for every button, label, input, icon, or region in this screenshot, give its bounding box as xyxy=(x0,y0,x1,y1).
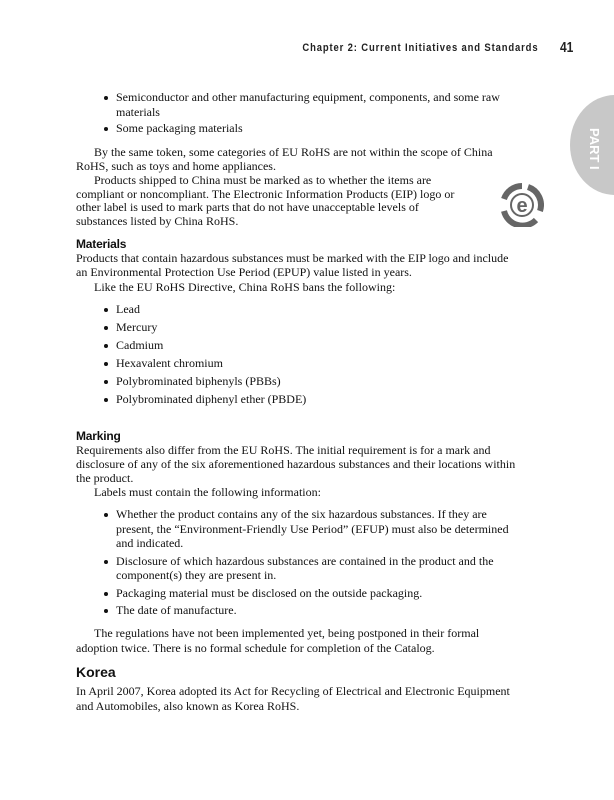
bullet-icon xyxy=(104,308,108,312)
page-number: 41 xyxy=(560,39,574,56)
bullet-icon xyxy=(104,344,108,348)
paragraph-line: Products that contain hazardous substances must be marked with the EIP logo and include xyxy=(76,251,509,265)
bullet-text: Polybrominated biphenyls (PBBs) xyxy=(116,374,281,388)
paragraph-line: substances listed by China RoHS. xyxy=(76,214,239,228)
section-heading-marking: Marking xyxy=(76,429,121,443)
bullet-text: Mercury xyxy=(116,320,158,334)
bullet-text: component(s) they are present in. xyxy=(116,568,277,582)
bullet-text: Hexavalent chromium xyxy=(116,356,223,370)
part-tab-label: PART I xyxy=(587,128,602,170)
paragraph-line: RoHS, such as toys and home appliances. xyxy=(76,159,276,173)
paragraph-line: adoption twice. There is no formal schedule for completion of the Catalog. xyxy=(76,641,435,655)
bullet-text: materials xyxy=(116,105,160,119)
bullet-text: Polybrominated diphenyl ether (PBDE) xyxy=(116,392,307,406)
bullet-icon xyxy=(104,127,108,131)
paragraph-line: other label is used to mark parts that do not have unacceptable levels of xyxy=(76,200,419,214)
paragraph-line: Labels must contain the following information: xyxy=(94,485,321,499)
bullet-text: Some packaging materials xyxy=(116,121,243,135)
bullet-text: Packaging material must be disclosed on the outside packaging. xyxy=(116,586,423,600)
bullet-text: Whether the product contains any of the six hazardous substances. If they are xyxy=(116,507,487,521)
bullet-icon xyxy=(104,362,108,366)
bullet-text: Disclosure of which hazardous substances are contained in the product and the xyxy=(116,554,494,568)
paragraph-line: By the same token, some categories of EU RoHS are not within the scope of China xyxy=(94,145,493,159)
bullet-text: present, the “Environment-Friendly Use Period” (EFUP) must also be determined xyxy=(116,522,509,536)
bullet-icon xyxy=(104,96,108,100)
bullet-text: Semiconductor and other manufacturing equipment, components, and some raw xyxy=(116,90,500,104)
bullet-text: Cadmium xyxy=(116,338,164,352)
bullet-text: The date of manufacture. xyxy=(116,603,237,617)
logo-letter: e xyxy=(516,195,528,217)
paragraph-line: the product. xyxy=(76,471,134,485)
section-heading-materials: Materials xyxy=(76,237,127,251)
bullet-text: and indicated. xyxy=(116,536,184,550)
bullet-text: Lead xyxy=(116,302,140,316)
paragraph-line: Like the EU RoHS Directive, China RoHS bans the following: xyxy=(94,280,396,294)
bullet-icon xyxy=(104,380,108,384)
paragraph-line: In April 2007, Korea adopted its Act for Recycling of Electrical and Electronic Equipment xyxy=(76,684,510,698)
bullet-icon xyxy=(104,560,108,564)
bullet-icon xyxy=(104,398,108,402)
bullet-icon xyxy=(104,592,108,596)
eip-logo-icon xyxy=(500,183,544,227)
bullet-icon xyxy=(104,326,108,330)
paragraph-line: Requirements also differ from the EU RoHS. The initial requirement is for a mark and xyxy=(76,443,491,457)
paragraph-line: and Automobiles, also known as Korea RoHS. xyxy=(76,699,300,713)
running-head: Chapter 2: Current Initiatives and Standards xyxy=(301,42,538,54)
bullet-icon xyxy=(104,609,108,613)
paragraph-line: an Environmental Protection Use Period (EPUP) value listed in years. xyxy=(76,265,412,279)
paragraph-line: compliant or noncompliant. The Electronic Information Products (EIP) logo or xyxy=(76,187,455,201)
paragraph-line: disclosure of any of the six aforementioned hazardous substances and their locations within xyxy=(76,457,516,471)
paragraph-line: The regulations have not been implemented yet, being postponed in their formal xyxy=(94,626,480,640)
paragraph-line: Products shipped to China must be marked as to whether the items are xyxy=(94,173,432,187)
section-heading-korea: Korea xyxy=(76,664,116,680)
bullet-icon xyxy=(104,513,108,517)
